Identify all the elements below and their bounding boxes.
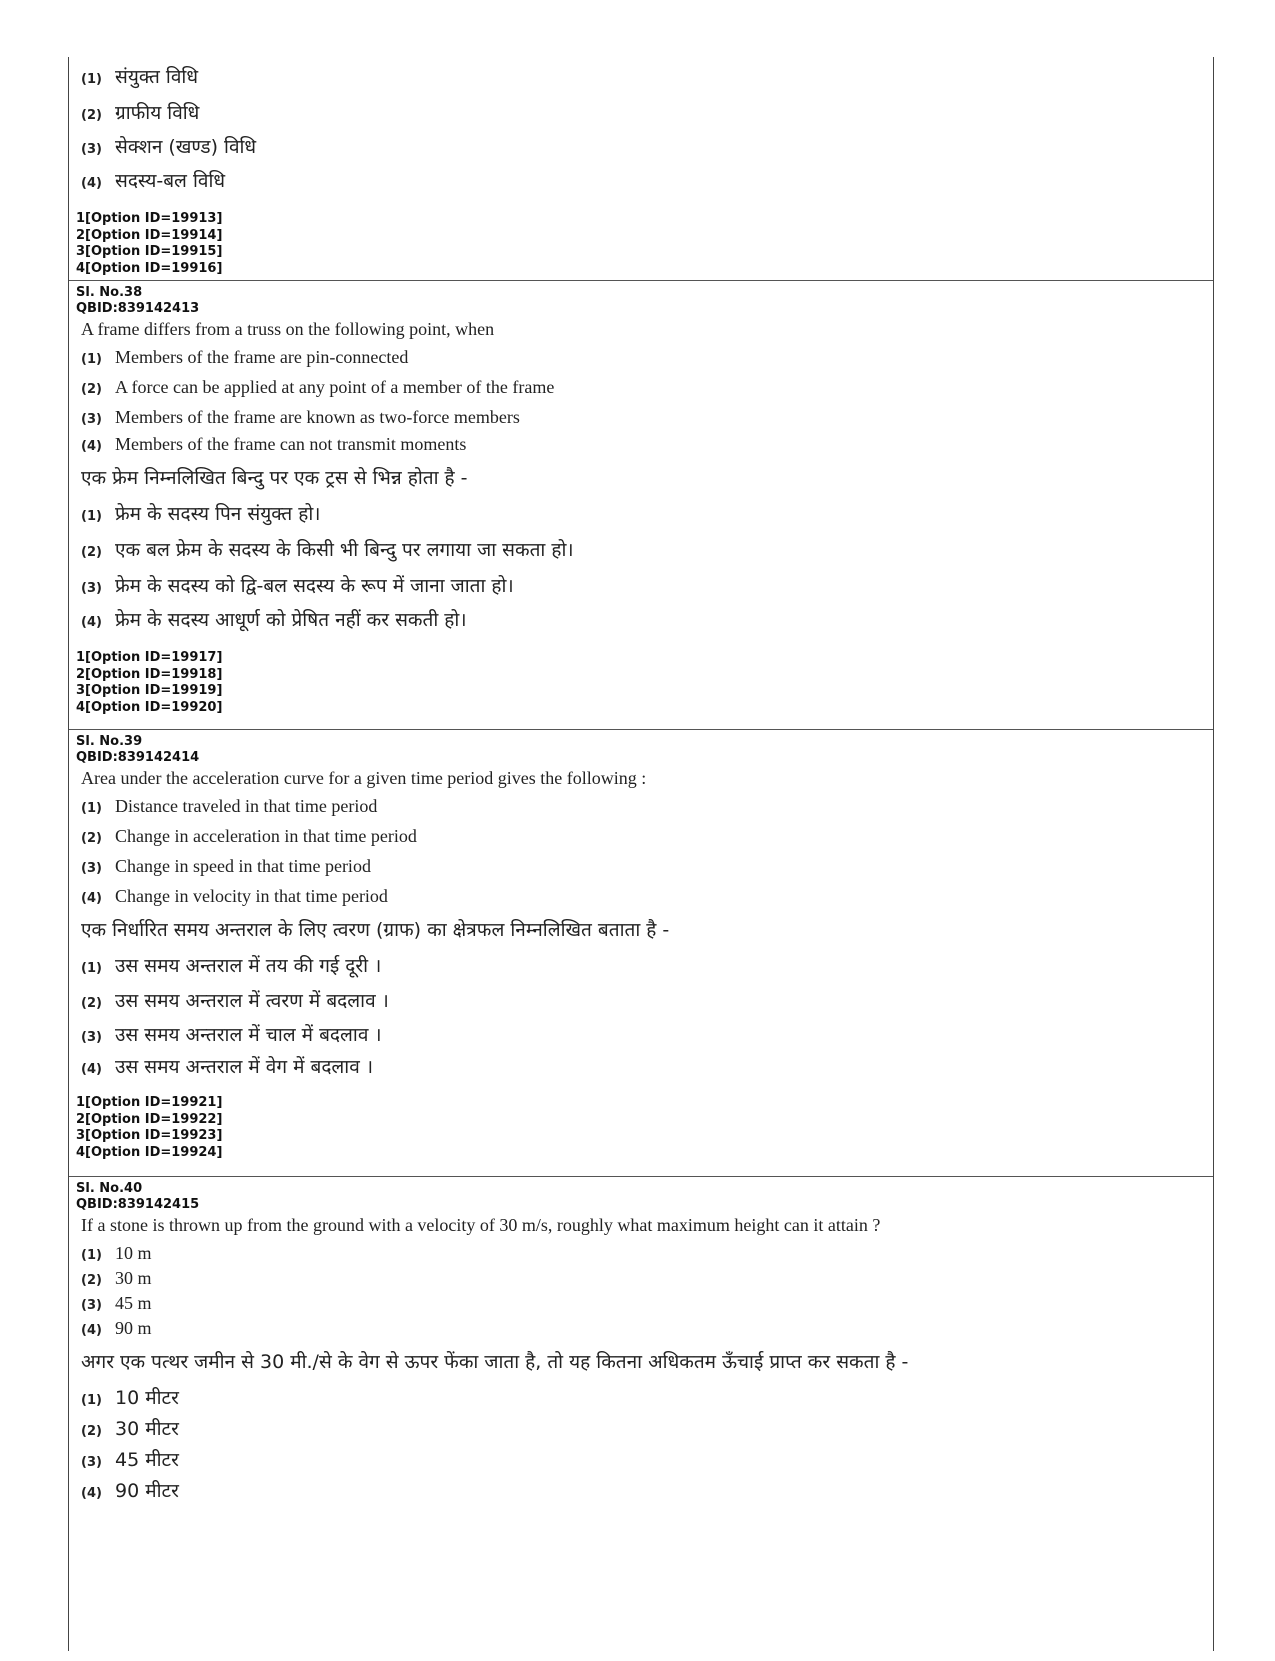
option-text: फ्रेम के सदस्य पिन संयुक्त हो। (115, 503, 321, 525)
option-number: (3) (81, 581, 102, 596)
q40-option-en-1 (69, 1243, 1213, 1268)
option-number: (3) (81, 861, 102, 876)
option-number: (4) (81, 1486, 102, 1501)
q39-option-hi-1 (69, 952, 1213, 987)
option-number: (1) (81, 1393, 102, 1408)
option-id: 2[Option ID=19922] (76, 1111, 223, 1127)
option-text: उस समय अन्तराल में वेग में बदलाव । (115, 1056, 374, 1078)
option-text: फ्रेम के सदस्य आधूर्ण को प्रेषित नहीं कर सकती हो। (115, 609, 467, 631)
option-id: 4[Option ID=19916] (76, 260, 223, 276)
option-number: (3) (81, 1455, 102, 1470)
qbid: QBID:839142414 (76, 750, 200, 765)
option-number: (2) (81, 108, 102, 123)
option-text: Distance traveled in that time period (115, 796, 378, 816)
q40-option-hi-3 (69, 1446, 1213, 1477)
q37-option-hi-3 (69, 133, 1213, 167)
question-37-block (69, 57, 1213, 281)
option-number: (4) (81, 176, 102, 191)
option-text: 10 m (115, 1243, 152, 1263)
q39-option-en-4 (69, 886, 1213, 916)
option-number: (3) (81, 1030, 102, 1045)
option-number: (2) (81, 831, 102, 846)
option-text: सदस्य-बल विधि (115, 170, 226, 192)
option-text: फ्रेम के सदस्य को द्वि-बल सदस्य के रूप में जाना जाता हो। (115, 575, 514, 597)
option-number: (1) (81, 352, 102, 367)
option-id: 2[Option ID=19914] (76, 227, 223, 243)
option-number: (4) (81, 439, 102, 454)
option-id: 2[Option ID=19918] (76, 666, 223, 682)
q37-option-hi-1 (69, 63, 1213, 99)
option-id: 4[Option ID=19924] (76, 1144, 223, 1160)
option-text: Members of the frame can not transmit moments (115, 434, 467, 454)
option-text: 30 m (115, 1268, 152, 1288)
option-text: 90 m (115, 1318, 152, 1338)
q39-option-en-3 (69, 856, 1213, 886)
option-text: Change in speed in that time period (115, 856, 371, 876)
option-text: A force can be applied at any point of a member of the frame (115, 377, 555, 397)
q38-option-en-2 (69, 377, 1213, 407)
q40-option-hi-2 (69, 1415, 1213, 1446)
option-number: (1) (81, 72, 102, 87)
option-number: (4) (81, 1323, 102, 1338)
option-number: (2) (81, 1273, 102, 1288)
option-text: Change in acceleration in that time period (115, 826, 417, 846)
question-text-hi: एक फ्रेम निम्नलिखित बिन्दु पर एक ट्रस से भिन्न होता है - (81, 467, 468, 489)
q39-option-hi-3 (69, 1021, 1213, 1053)
q40-option-en-2 (69, 1268, 1213, 1293)
question-text-en: A frame differs from a truss on the following point, when (81, 319, 495, 339)
option-text: 90 मीटर (115, 1480, 179, 1502)
option-number: (2) (81, 1424, 102, 1439)
q37-option-ids (69, 211, 1213, 277)
option-text: उस समय अन्तराल में चाल में बदलाव । (115, 1024, 382, 1046)
q39-option-en-1 (69, 796, 1213, 826)
option-text: 30 मीटर (115, 1418, 179, 1440)
question-text-hi: एक निर्धारित समय अन्तराल के लिए त्वरण (ग्राफ) का क्षेत्रफल निम्नलिखित बताता है - (81, 919, 670, 941)
option-text: Change in velocity in that time period (115, 886, 388, 906)
question-38-block (69, 285, 1213, 730)
option-id: 3[Option ID=19915] (76, 244, 223, 259)
q38-option-en-4 (69, 434, 1213, 464)
q39-option-hi-4 (69, 1053, 1213, 1095)
q38-option-hi-2 (69, 536, 1213, 572)
q38-option-en-1 (69, 347, 1213, 377)
option-number: (1) (81, 961, 102, 976)
serial-number: Sl. No.39 (76, 734, 143, 749)
option-number: (2) (81, 545, 102, 560)
option-id: 1[Option ID=19917] (76, 650, 223, 665)
q40-option-hi-4 (69, 1477, 1213, 1508)
qbid: QBID:839142413 (76, 301, 200, 316)
option-text: उस समय अन्तराल में तय की गई दूरी । (115, 955, 382, 977)
q38-option-hi-3 (69, 572, 1213, 606)
option-text: उस समय अन्तराल में त्वरण में बदलाव । (115, 990, 389, 1012)
question-40-block (69, 1181, 1213, 1661)
q38-option-hi-1 (69, 500, 1213, 536)
option-id: 4[Option ID=19920] (76, 699, 223, 715)
option-number: (1) (81, 801, 102, 816)
q40-option-en-3 (69, 1293, 1213, 1318)
q39-option-ids (69, 1095, 1213, 1161)
option-text: Members of the frame are known as two-force members (115, 407, 520, 427)
option-number: (4) (81, 1062, 102, 1077)
option-number: (1) (81, 1248, 102, 1263)
option-number: (2) (81, 996, 102, 1011)
serial-number: Sl. No.40 (76, 1181, 143, 1196)
option-number: (4) (81, 615, 102, 630)
q39-option-en-2 (69, 826, 1213, 856)
option-text: 45 मीटर (115, 1449, 179, 1471)
question-text-hi: अगर एक पत्थर जमीन से 30 मी./से के वेग से ऊपर फेंका जाता है, तो यह कितना अधिकतम ऊँचाई प्राप्त कर सकता है - (81, 1351, 909, 1373)
question-paper-sheet (68, 57, 1214, 1651)
serial-number: Sl. No.38 (76, 285, 143, 300)
option-number: (3) (81, 142, 102, 157)
option-number: (3) (81, 412, 102, 427)
option-text: संयुक्त विधि (115, 66, 199, 88)
option-number: (4) (81, 891, 102, 906)
option-text: ग्राफीय विधि (115, 102, 200, 124)
qbid: QBID:839142415 (76, 1197, 200, 1212)
q37-option-hi-2 (69, 99, 1213, 133)
q40-option-en-4 (69, 1318, 1213, 1348)
option-id: 3[Option ID=19923] (76, 1128, 223, 1143)
question-39-block (69, 734, 1213, 1177)
option-text: एक बल फ्रेम के सदस्य के किसी भी बिन्दु पर लगाया जा सकता हो। (115, 539, 574, 561)
q38-option-ids (69, 650, 1213, 716)
option-text: 10 मीटर (115, 1387, 179, 1409)
option-text: Members of the frame are pin-connected (115, 347, 409, 367)
question-text-en: Area under the acceleration curve for a given time period gives the following : (81, 768, 647, 788)
q38-option-en-3 (69, 407, 1213, 434)
q39-option-hi-2 (69, 987, 1213, 1021)
question-text-en: If a stone is thrown up from the ground with a velocity of 30 m/s, roughly what maximum height can it attain ? (81, 1215, 881, 1235)
q37-option-hi-4 (69, 167, 1213, 211)
option-number: (1) (81, 509, 102, 524)
option-number: (3) (81, 1298, 102, 1313)
option-number: (2) (81, 382, 102, 397)
option-id: 1[Option ID=19921] (76, 1095, 223, 1110)
option-id: 3[Option ID=19919] (76, 683, 223, 698)
option-text: 45 m (115, 1293, 152, 1313)
q38-option-hi-4 (69, 606, 1213, 650)
option-id: 1[Option ID=19913] (76, 211, 223, 226)
option-text: सेक्शन (खण्ड) विधि (115, 136, 257, 158)
q40-option-hi-1 (69, 1384, 1213, 1415)
